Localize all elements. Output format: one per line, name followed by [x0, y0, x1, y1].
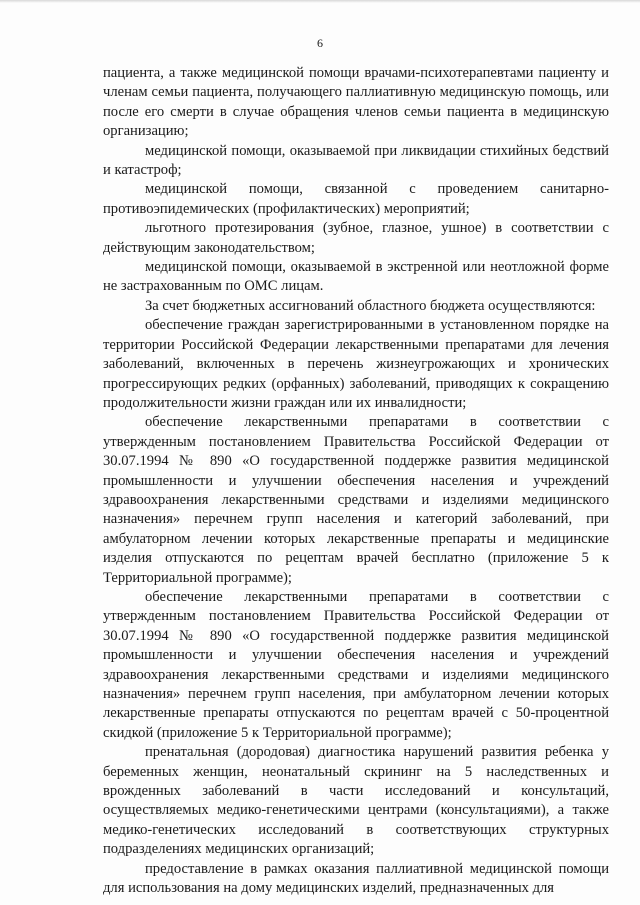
paragraph: предоставление в рамках оказания паллиативной медицинской помощи для использования на дому медицинских изделий, предназначенных для [103, 860, 609, 897]
paragraph: обеспечение лекарственными препаратами в соответствии с утвержденным постановлением Правительства Российской Федерации от 30.07.1994 № 890 «О государственной поддержке развития медицинской промышленности и улучшении обеспечения населения и учреждений здравоохранения лекарственными средствами и изделиями медицинского назначения» перечнем групп населения и категорий заболеваний, при амбулаторном лечении которых лекарственные препараты и медицинские изделия отпускаются по рецептам врачей бесплатно (приложение 5 к Территориальной программе); [103, 414, 609, 586]
paragraph: пренатальная (дородовая) диагностика нарушений развития ребенка у беременных женщин, неонатальный скрининг на 5 наследственных и врожденных заболеваний в части исследований и консультаций, осуществляемых медико-генетическими центрами (консультациями), а также медико-генетических исследований в соответствующих структурных подразделениях медицинских организаций; [103, 744, 609, 858]
scan-top-edge [0, 0, 640, 3]
paragraph: За счет бюджетных ассигнований областного бюджета осуществляются: [145, 297, 596, 314]
paragraph: обеспечение граждан зарегистрированными в установленном порядке на территории Российской Федерации лекарственными препаратами для лечения заболеваний, включенных в перечень жизнеугрожающих и хронических прогрессирующих редких (орфанных) заболеваний, приводящих к сокращению продолжительности жизни граждан или их инвалидности; [103, 317, 609, 411]
document-body [103, 64, 609, 898]
paragraph: льготного протезирования (зубное, глазное, ушное) в соответствии с действующим законодательством; [103, 220, 609, 256]
page-number: 6 [317, 36, 323, 50]
paragraph: пациента, а также медицинской помощи врачами-психотерапевтами пациенту и членам семьи пациента, получающего паллиативную медицинскую помощь, или после его смерти в случае обращения членов семьи пациента в медицинскую организацию; [103, 65, 609, 140]
paragraph: медицинской помощи, оказываемой при ликвидации стихийных бедствий и катастроф; [103, 142, 609, 179]
paragraph: медицинской помощи, оказываемой в экстренной или неотложной форме не застрахованным по ОМС лицам. [103, 259, 609, 295]
paragraph: медицинской помощи, связанной с проведением санитарно-противоэпидемических (профилактических) мероприятий; [103, 181, 609, 217]
paragraph: обеспечение лекарственными препаратами в соответствии с утвержденным постановлением Правительства Российской Федерации от 30.07.1994 № 890 «О государственной поддержке развития медицинской промышленности и улучшении обеспечения населения и учреждений здравоохранения лекарственными средствами и изделиями медицинского назначения» перечнем групп населения, при амбулаторном лечении которых лекарственные препараты отпускаются по рецептам врачей с 50-процентной скидкой (приложение 5 к Территориальной программе); [103, 588, 609, 741]
